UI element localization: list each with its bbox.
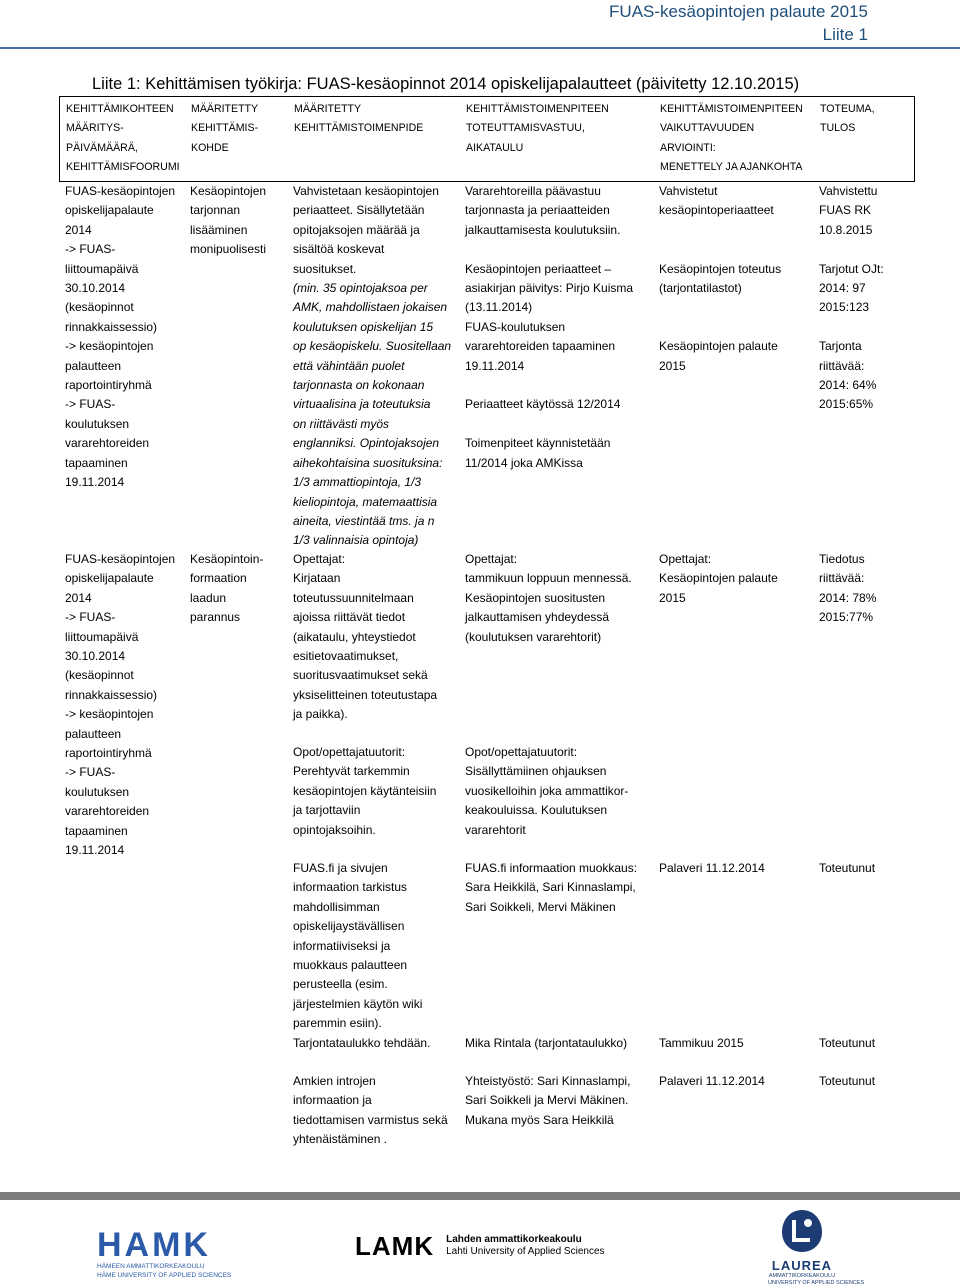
cell-line: FUAS.fi informaation muokkaus: (465, 861, 638, 875)
cell-line: Toteutunut (819, 861, 876, 875)
cell-line: 2014 (65, 222, 92, 237)
header-col-action (294, 97, 423, 139)
cell-line: liittoumapäivä (65, 629, 139, 644)
header-line: ARVIOINTI: (660, 141, 716, 154)
header-line: TULOS (820, 122, 856, 135)
cell-line: (13.11.2014) (465, 300, 533, 315)
cell-line: opiskelijaystävällisen (293, 919, 405, 934)
cell-line: ajoissa riittävät tiedot (293, 610, 406, 625)
cell-line: (koulutuksen vararehtorit) (465, 629, 602, 644)
cell-line: Kesäopintojen toteutus (659, 261, 782, 276)
row2-result-intros (819, 1072, 875, 1091)
cell-line: opiskelijapalaute (65, 203, 154, 218)
hamk-logo-sub1: HÄMEEN AMMATTIKORKEAKOULU (97, 1263, 205, 1270)
cell-line: informaation tarkistus (293, 880, 408, 895)
cell-line (659, 240, 781, 259)
cell-line: koulutuksen opiskelijan 15 (293, 319, 434, 334)
cell-line: suoritusvaatimukset sekä (293, 668, 428, 683)
cell-line: laadun (190, 590, 227, 605)
cell-line: 10.8.2015 (819, 222, 873, 237)
cell-line: asiakirjan päivitys: Pirjo Kuisma (465, 281, 634, 296)
cell-line: perusteella (esim. (293, 977, 388, 992)
cell-line: palautteen (65, 358, 122, 373)
cell-line: muokkaus palautteen (293, 958, 408, 973)
cell-line (659, 298, 781, 317)
cell-line: (kesäopinnot (65, 668, 134, 683)
row2-action-teachers (293, 550, 437, 725)
header-line: KEHITTÄMISFOORUMI (66, 161, 180, 174)
lamk-logo-line1: Lahden ammattikorkeakoulu (446, 1234, 582, 1245)
header-rule (0, 47, 960, 49)
cell-line: tapaaminen (65, 823, 128, 838)
lamk-logo-word: LAMK (355, 1231, 435, 1261)
cell-line: 2014: 97 (819, 281, 866, 296)
cell-line: 2015:123 (819, 300, 870, 315)
cell-line: tammikuun loppuun mennessä. (465, 571, 632, 586)
cell-line: -> FUAS- (65, 397, 116, 412)
cell-line: Vahvistetaan kesäopintojen (293, 184, 439, 198)
cell-line: Vararehtoreilla päävastuu (465, 184, 601, 198)
header-line: MENETTELY JA AJANKOHTA (660, 161, 803, 174)
cell-line: 1/3 valinnaisia opintoja) (293, 533, 419, 548)
hamk-logo (97, 1226, 232, 1280)
row2-target (190, 550, 263, 628)
cell-line: esitietovaatimukset, (293, 649, 399, 664)
header-line: MÄÄRITYS- (66, 122, 124, 135)
cell-line: opiskelijapalaute (65, 571, 154, 586)
header-line: KEHITTÄMISTOIMENPIDE (294, 122, 424, 135)
laurea-logo-sub2: UNIVERSITY OF APPLIED SCIENCES (768, 1280, 865, 1286)
cell-line: liittoumapäivä (65, 261, 139, 276)
cell-line: 19.11.2014 (65, 475, 125, 490)
cell-line: ja paikka). (293, 707, 348, 722)
cell-line: järjestelmien käytön wiki (293, 996, 423, 1011)
lamk-logo-line2: Lahti University of Applied Sciences (446, 1246, 605, 1257)
lamk-logo (355, 1233, 605, 1259)
cell-line: Vahvistetut (659, 184, 718, 198)
row2-action-intros (293, 1072, 448, 1150)
row2-responsibility-counselors (465, 743, 628, 840)
header-line: AIKATAULU (466, 141, 524, 154)
cell-line: kieliopintoja, matemaattisia (293, 494, 438, 509)
cell-line: koulutuksen (65, 784, 130, 799)
cell-line: keakouluissa. Koulutuksen (465, 803, 608, 818)
cell-line: 19.11.2014 (465, 358, 525, 373)
laurea-logo-sub1: AMMATTIKORKEAKOULU (768, 1273, 836, 1279)
cell-line: -> FUAS- (65, 242, 116, 257)
cell-line: tarjonnasta ja periaatteiden (465, 203, 610, 218)
cell-line: aihekohtaisina suosituksina: (293, 455, 443, 470)
cell-line: tapaaminen (65, 455, 128, 470)
cell-line: Opettajat: (659, 552, 712, 566)
cell-line: Yhteistyöstö: Sari Kinnaslampi, (465, 1074, 631, 1088)
row2-responsibility-intros (465, 1072, 630, 1130)
cell-line: 30.10.2014 (65, 281, 126, 296)
cell-line: Kesäopintoin- (190, 552, 264, 566)
header-annex: Liite 1 (822, 25, 868, 44)
header-line: PÄIVÄMÄÄRÄ, (66, 141, 138, 154)
row2-responsibility-website (465, 859, 637, 917)
cell-line: 2014 (65, 590, 92, 605)
cell-line: 2015 (659, 590, 686, 605)
hamk-logo-sub2: HÄME UNIVERSITY OF APPLIED SCIENCES (97, 1272, 232, 1279)
cell-line (819, 240, 884, 259)
row2-evaluation-teachers (659, 550, 778, 608)
cell-line (465, 240, 633, 259)
cell-line: Tiedotus (819, 552, 865, 566)
row1-action (293, 182, 451, 551)
cell-line: vararehtoreiden tapaaminen (465, 339, 616, 354)
header-line: KEHITTÄMISTOIMENPITEEN (660, 103, 803, 115)
cell-line: yhtenäistäminen . (293, 1132, 388, 1147)
header-col-target (191, 97, 258, 158)
cell-line: Toimenpiteet käynnistetään (465, 436, 611, 451)
cell-line: koulutuksen (65, 416, 130, 431)
cell-line: raportointiryhmä (65, 746, 152, 761)
header-line: KEHITTÄMISTOIMENPITEEN (466, 103, 609, 115)
cell-line: (kesäopinnot (65, 300, 134, 315)
cell-line: sisältöä koskevat (293, 242, 385, 257)
cell-line: vararehtorit (465, 822, 526, 837)
cell-line: Toteutunut (819, 1036, 876, 1050)
cell-line: Mukana myös Sara Heikkilä (465, 1112, 614, 1127)
cell-line: (tarjontatilastot) (659, 281, 742, 296)
header-col-evaluation (660, 97, 803, 178)
laurea-logo (768, 1208, 865, 1287)
row1-evaluation (659, 182, 781, 376)
cell-line: Vahvistettu (819, 184, 878, 198)
hamk-logo-word: HAMK (97, 1226, 211, 1264)
cell-line: FUAS-kesäopintojen (65, 552, 176, 566)
page-header (609, 0, 868, 46)
row1-forum (65, 182, 175, 493)
cell-line: Tarjonta (819, 339, 862, 354)
row2-evaluation-intros (659, 1072, 765, 1091)
cell-line: Kesäopintojen (190, 184, 267, 198)
cell-line: 30.10.2014 (65, 649, 126, 664)
cell-line: FUAS-kesäopintojen (65, 184, 176, 198)
cell-line: rinnakkaissessio) (65, 687, 158, 702)
header-col-forum (66, 97, 180, 178)
table-body (59, 182, 915, 1152)
cell-line: periaatteet. Sisällytetään (293, 203, 425, 218)
row2-responsibility-offering-table (465, 1034, 627, 1053)
cell-line: opitojaksojen määrää ja (293, 222, 420, 237)
row2-result-offering-table (819, 1034, 875, 1053)
cell-line: jalkauttamisesta koulutuksiin. (465, 222, 621, 237)
cell-line: 19.11.2014 (65, 843, 125, 858)
cell-line: Sara Heikkilä, Sari Kinnaslampi, (465, 880, 636, 895)
cell-line: Opot/opettajatuutorit: (293, 745, 406, 759)
laurea-emblem-icon (780, 1208, 824, 1254)
cell-line: FUAS RK (819, 203, 872, 218)
header-col-result (820, 97, 875, 139)
cell-line (819, 318, 884, 337)
cell-line (465, 376, 633, 395)
row2-evaluation-offering-table (659, 1034, 744, 1053)
header-line: MÄÄRITETTY (294, 103, 362, 115)
cell-line: 2015 (659, 358, 686, 373)
cell-line: Kesäopintojen palaute (659, 571, 778, 586)
cell-line: yksiselitteinen toteutustapa (293, 687, 438, 702)
header-line: KOHDE (191, 141, 229, 154)
cell-line: Palaveri 11.12.2014 (659, 861, 765, 875)
cell-line: vararehtoreiden (65, 804, 150, 819)
cell-line: Mika Rintala (tarjontataulukko) (465, 1036, 628, 1050)
cell-line: Sisällyttämiinen ohjauksen (465, 764, 607, 779)
cell-line: (min. 35 opintojaksoa per (293, 281, 428, 296)
cell-line: 1/3 ammattiopintoja, 1/3 (293, 475, 422, 490)
row2-evaluation-website (659, 859, 765, 878)
cell-line (659, 221, 781, 240)
cell-line: tarjonnan (190, 203, 241, 218)
cell-line: opintojaksoihin. (293, 822, 376, 837)
laurea-logo-word: LAUREA (771, 1258, 833, 1273)
cell-line: rinnakkaissessio) (65, 319, 158, 334)
document-title: Liite 1: Kehittämisen työkirja: FUAS-kesäopinnot 2014 opiskelijapalautteet (päivitetty 12.10.2015) (92, 75, 800, 93)
cell-line: virtuaalisina ja toteutuksia (293, 397, 431, 412)
cell-line: tiedottamisen varmistus sekä (293, 1112, 448, 1127)
cell-line: -> kesäopintojen (65, 707, 154, 722)
cell-line: englanniksi. Opintojaksojen (293, 436, 440, 451)
cell-line: että vähintään puolet (293, 358, 405, 373)
cell-line: toteutussuunnitelmaan (293, 590, 414, 605)
cell-line: Palaveri 11.12.2014 (659, 1074, 765, 1088)
row2-forum (65, 550, 175, 861)
cell-line: informaation ja (293, 1093, 372, 1108)
cell-line: Opot/opettajatuutorit: (465, 745, 578, 759)
cell-line (465, 415, 633, 434)
cell-line: Opettajat: (293, 552, 346, 566)
cell-line: 11/2014 joka AMKissa (465, 455, 583, 470)
cell-line: kesäopintojen käytänteisiin (293, 783, 437, 798)
cell-line: vararehtoreiden (65, 436, 150, 451)
cell-line: tarjonnasta on kokonaan (293, 378, 425, 393)
cell-line: AMK, mahdollistaen jokaisen (293, 300, 448, 315)
cell-line: riittävää: (819, 571, 865, 586)
cell-line: formaation (190, 571, 247, 586)
cell-line: op kesäopiskelu. Suositellaan (293, 339, 452, 354)
cell-line: Kesäopintojen palaute (659, 339, 778, 354)
cell-line: raportointiryhmä (65, 378, 152, 393)
cell-line: aineita, viestintää tms. ja n (293, 513, 435, 528)
cell-line: 2014: 64% (819, 378, 877, 393)
cell-line: mahdollisimman (293, 899, 380, 914)
header-line: MÄÄRITETTY (191, 103, 259, 115)
row2-action-counselors (293, 743, 436, 840)
cell-line: suositukset. (293, 261, 357, 276)
cell-line: Periaatteet käytössä 12/2014 (465, 397, 621, 412)
cell-line: on riittävästi myös (293, 416, 390, 431)
cell-line: monipuolisesti (190, 242, 267, 257)
cell-line: -> FUAS- (65, 765, 116, 780)
cell-line: Amkien introjen (293, 1074, 376, 1088)
cell-line: 2015:77% (819, 610, 874, 625)
row2-result-website (819, 859, 875, 878)
cell-line: Perehtyvät tarkemmin (293, 764, 410, 779)
row2-result-teachers (819, 550, 876, 628)
cell-line: paremmin esiin). (293, 1016, 382, 1031)
cell-line: FUAS.fi ja sivujen (293, 861, 388, 875)
cell-line: Sari Soikkeli, Mervi Mäkinen (465, 899, 616, 914)
cell-line: Tarjontataulukko tehdään. (293, 1035, 431, 1050)
cell-line: Kesäopintojen suositusten (465, 590, 606, 605)
cell-line: 2015:65% (819, 397, 874, 412)
row1-target (190, 182, 266, 260)
header-line: KEHITTÄMIS- (191, 122, 259, 135)
cell-line: jalkauttamisen yhdeydessä (465, 610, 610, 625)
row1-responsibility (465, 182, 633, 473)
cell-line: -> kesäopintojen (65, 339, 154, 354)
cell-line: Kesäopintojen periaatteet – (465, 261, 612, 276)
header-line: TOTEUMA, (820, 103, 875, 115)
footer-band (0, 1192, 960, 1200)
cell-line: riittävää: (819, 358, 865, 373)
header-line: VAIKUTTAVUUDEN (660, 122, 755, 135)
header-line: KEHITTÄMIKOHTEEN (66, 103, 174, 115)
cell-line: (aikataulu, yhteystiedot (293, 629, 416, 644)
cell-line: informatiiviseksi ja (293, 938, 391, 953)
lamk-logo-text (446, 1234, 604, 1258)
cell-line: lisääminen (190, 222, 248, 237)
row2-action-website (293, 859, 430, 1053)
cell-line: Tarjotut OJt: (819, 261, 884, 276)
cell-line: kesäopintoperiaatteet (659, 203, 774, 218)
cell-line: Toteutunut (819, 1074, 876, 1088)
cell-line: parannus (190, 610, 241, 625)
header-col-responsibility (466, 97, 609, 158)
header-line: TOTEUTTAMISVASTUU, (466, 122, 585, 135)
cell-line: palautteen (65, 726, 122, 741)
cell-line: Kirjataan (293, 571, 341, 586)
row1-result (819, 182, 884, 415)
cell-line (659, 318, 781, 337)
cell-line: Opettajat: (465, 552, 518, 566)
cell-line: -> FUAS- (65, 610, 116, 625)
cell-line: ja tarjottaviin (293, 803, 361, 818)
table-header-row (59, 96, 915, 182)
cell-line: vuosikelloihin joka ammattikor- (465, 783, 629, 798)
cell-line: 2014: 78% (819, 590, 877, 605)
cell-line: Tammikuu 2015 (659, 1036, 744, 1050)
row2-responsibility-teachers (465, 550, 632, 647)
cell-line: Sari Soikkeli ja Mervi Mäkinen. (465, 1093, 629, 1108)
cell-line: FUAS-koulutuksen (465, 319, 566, 334)
header-title: FUAS-kesäopintojen palaute 2015 (609, 2, 868, 21)
